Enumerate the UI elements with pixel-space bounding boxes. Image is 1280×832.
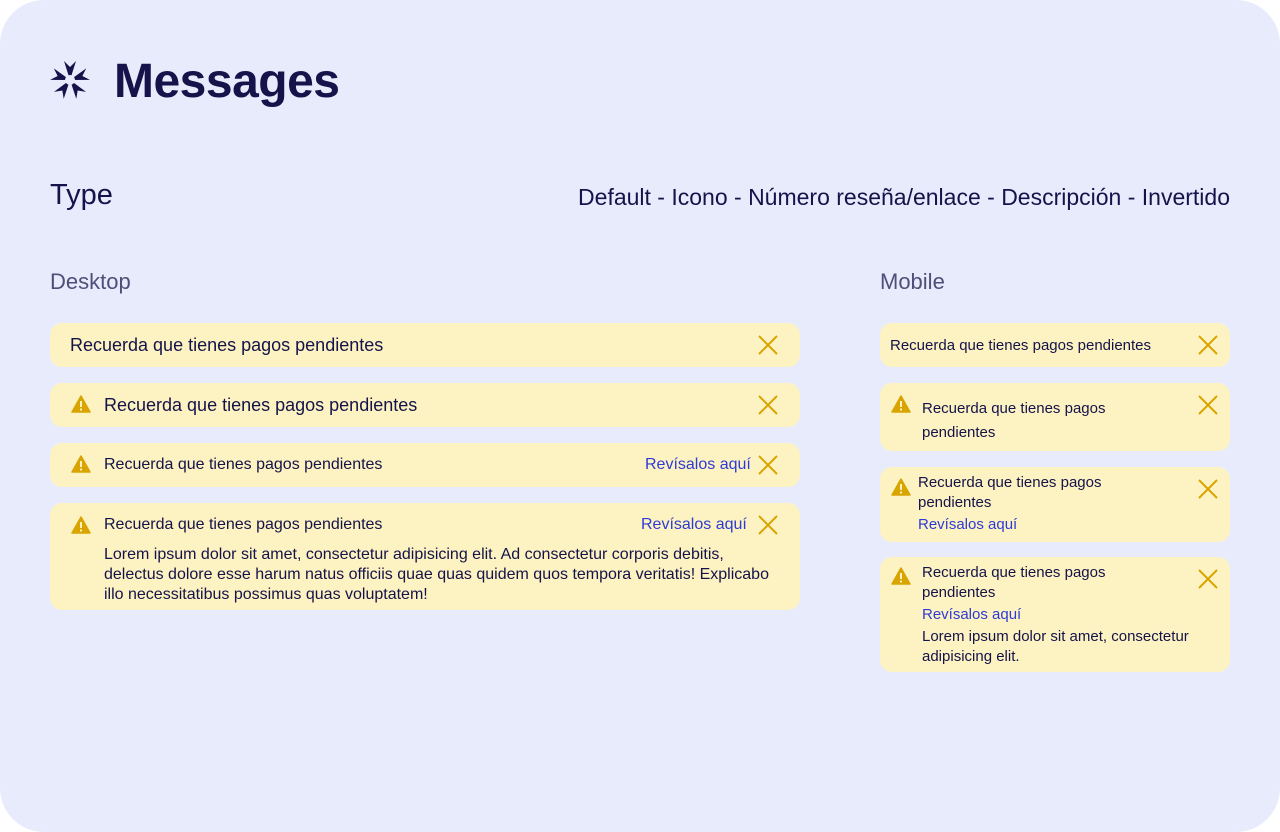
type-label: Type bbox=[50, 179, 113, 211]
mobile-message-description bbox=[880, 557, 1230, 672]
page-title: Messages bbox=[114, 55, 340, 108]
review-link[interactable]: Revísalos aquí bbox=[918, 516, 1018, 533]
message-text: Recuerda que tienes pagos pendientes bbox=[922, 400, 1106, 441]
warning-icon bbox=[891, 395, 911, 413]
message-text: Recuerda que tienes pagos pendientes bbox=[70, 335, 384, 355]
close-icon[interactable] bbox=[1197, 334, 1219, 356]
warning-icon bbox=[891, 478, 911, 496]
mobile-message-link bbox=[880, 467, 1230, 542]
message-text: Recuerda que tienes pagos pendientes bbox=[104, 456, 383, 473]
review-link[interactable]: Revísalos aquí bbox=[922, 606, 1022, 623]
desktop-message-default bbox=[50, 323, 800, 367]
asterisk-burst-icon bbox=[48, 58, 92, 102]
close-icon[interactable] bbox=[757, 454, 779, 476]
close-icon[interactable] bbox=[757, 394, 779, 416]
type-values: Default - Icono - Número reseña/enlace - Descripción - Invertido bbox=[578, 184, 1230, 210]
message-text: Recuerda que tienes pagos pendientes bbox=[922, 564, 1106, 601]
message-text: Recuerda que tienes pagos pendientes bbox=[104, 395, 418, 415]
warning-icon bbox=[71, 516, 91, 534]
desktop-message-link bbox=[50, 443, 800, 487]
desktop-message-description bbox=[50, 503, 800, 610]
close-icon[interactable] bbox=[1197, 568, 1219, 590]
close-icon[interactable] bbox=[1197, 478, 1219, 500]
close-icon[interactable] bbox=[757, 514, 779, 536]
desktop-message-icon bbox=[50, 383, 800, 427]
message-description: Lorem ipsum dolor sit amet, consectetur adipisicing elit. Ad consectetur corporis debitis, delectus dolore esse harum natus officiis quae quas quidem quos tempora veritatis! Explicabo illo necessitatibus possimus quas voluptatem! bbox=[104, 546, 769, 603]
warning-icon bbox=[71, 395, 91, 413]
review-link[interactable]: Revísalos aquí bbox=[641, 516, 747, 533]
message-text: Recuerda que tienes pagos pendientes bbox=[104, 516, 383, 533]
mobile-message-default bbox=[880, 323, 1230, 367]
mobile-label: Mobile bbox=[880, 269, 945, 294]
close-icon[interactable] bbox=[757, 334, 779, 356]
message-description: Lorem ipsum dolor sit amet, consectetur adipisicing elit. bbox=[922, 628, 1189, 665]
warning-icon bbox=[71, 455, 91, 473]
mobile-message-icon bbox=[880, 383, 1230, 451]
message-text: Recuerda que tienes pagos pendientes bbox=[890, 337, 1152, 354]
close-icon[interactable] bbox=[1197, 394, 1219, 416]
review-link[interactable]: Revísalos aquí bbox=[645, 456, 751, 473]
message-text: Recuerda que tienes pagos pendientes bbox=[918, 474, 1102, 511]
desktop-label: Desktop bbox=[50, 269, 131, 294]
warning-icon bbox=[891, 567, 911, 585]
